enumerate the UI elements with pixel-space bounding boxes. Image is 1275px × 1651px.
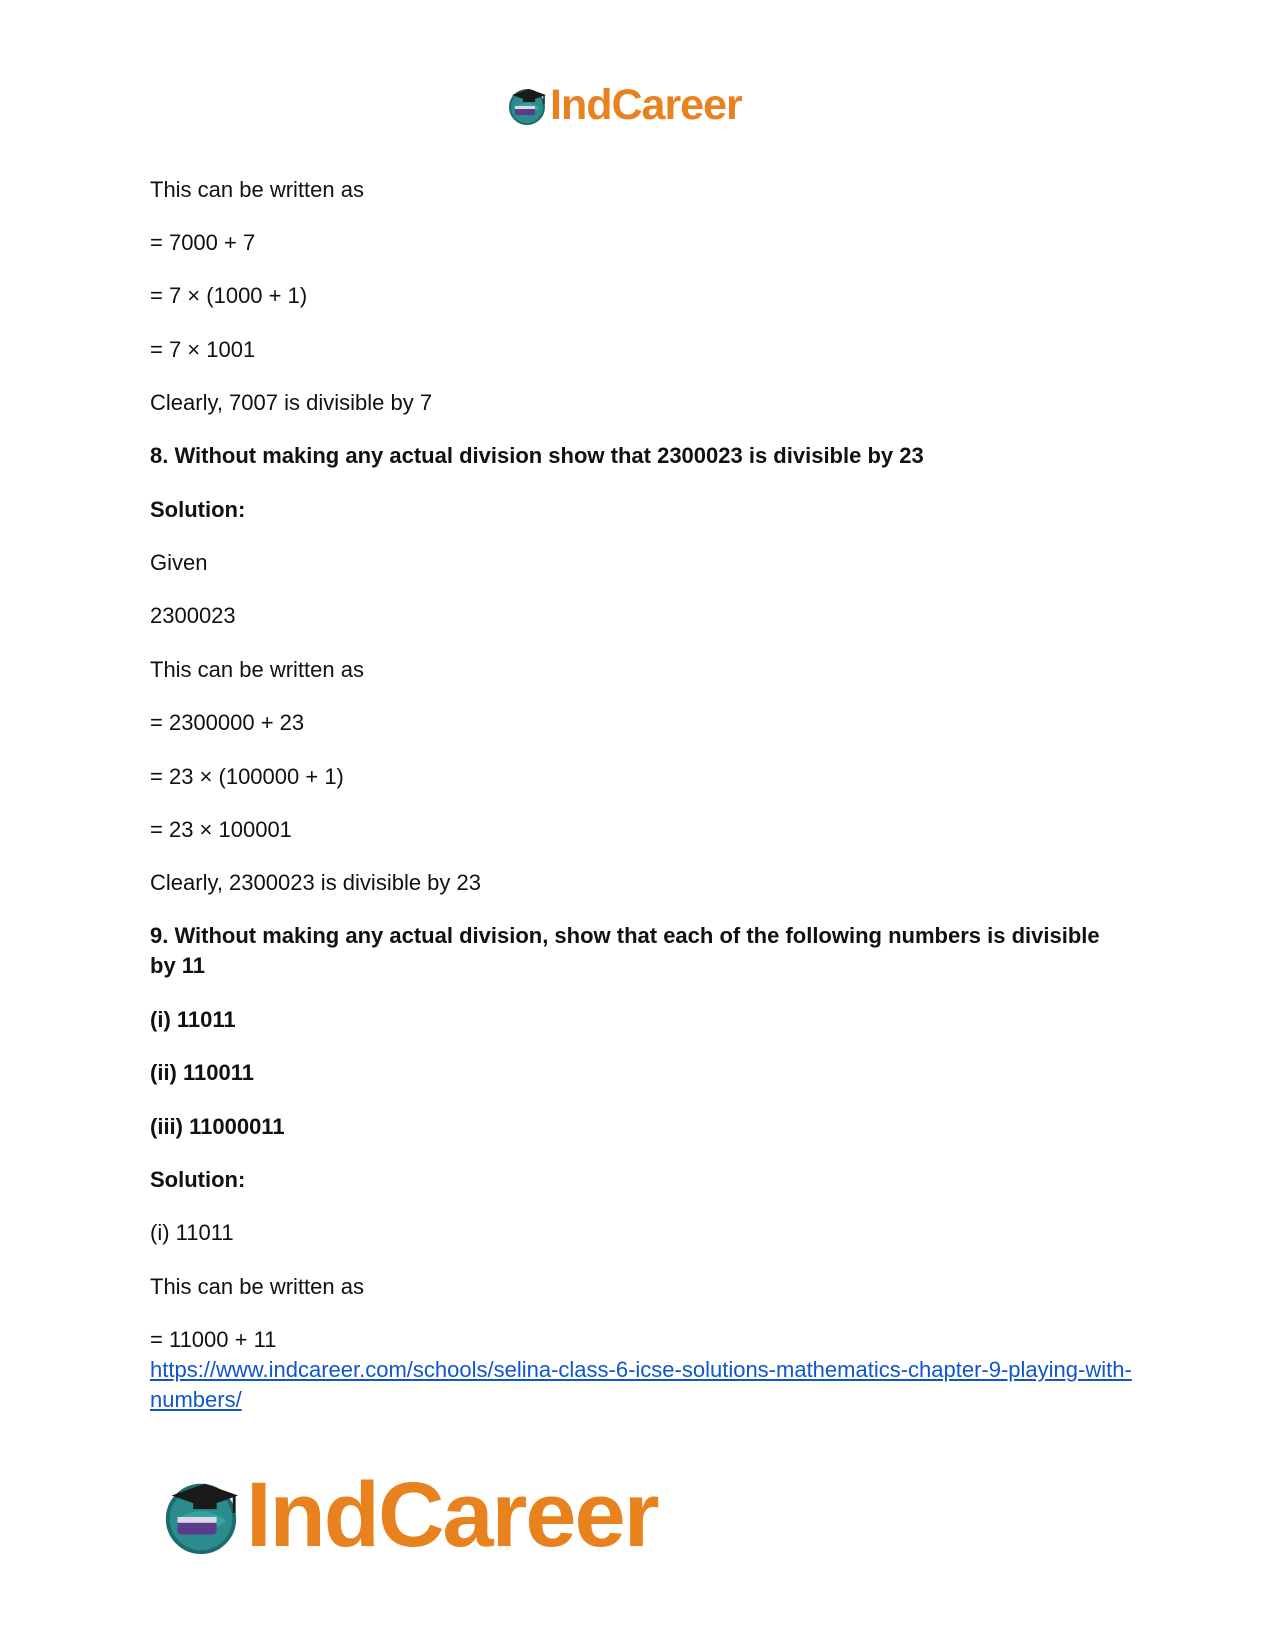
equation-line: = 23 × (100000 + 1) [150,764,344,789]
question-part-i: (i) 11011 [150,1007,236,1032]
equation-line: = 7 × 1001 [150,337,256,362]
conclusion-line: Clearly, 7007 is divisible by 7 [150,390,433,415]
text-line: This can be written as [150,1274,364,1299]
header-logo [506,80,742,130]
solution-heading: Solution: [150,497,246,522]
question-part-ii: (ii) 110011 [150,1060,254,1085]
equation-line: = 11000 + 11 [150,1327,277,1352]
question-part-iii: (iii) 11000011 [150,1114,285,1139]
number-line: 2300023 [150,603,236,628]
header-logo-text: IndCareer [550,81,742,129]
globe-graduation-icon [160,1474,242,1556]
equation-line: = 7000 + 7 [150,230,256,255]
text-line: This can be written as [150,177,364,202]
question-8-heading: 8. Without making any actual division show that 2300023 is divisible by 23 [150,443,924,468]
solution-part-i: (i) 11011 [150,1220,234,1245]
footer-logo [160,1465,658,1565]
solution-heading: Solution: [150,1167,246,1192]
text-line: This can be written as [150,657,364,682]
equation-line: = 7 × (1000 + 1) [150,283,308,308]
conclusion-line: Clearly, 2300023 is divisible by 23 [150,870,481,895]
question-9-heading: 9. Without making any actual division, show that each of the following numbers is divisible by 11 [150,923,1100,978]
equation-line: = 2300000 + 23 [150,710,305,735]
globe-graduation-icon [506,84,548,126]
source-link[interactable]: https://www.indcareer.com/schools/selina-class-6-icse-solutions-mathematics-chapter-9-playing-with-numbers/ [150,1357,1132,1412]
text-line: Given [150,550,208,575]
footer-logo-text: IndCareer [246,1464,658,1566]
equation-line: = 23 × 100001 [150,817,292,842]
